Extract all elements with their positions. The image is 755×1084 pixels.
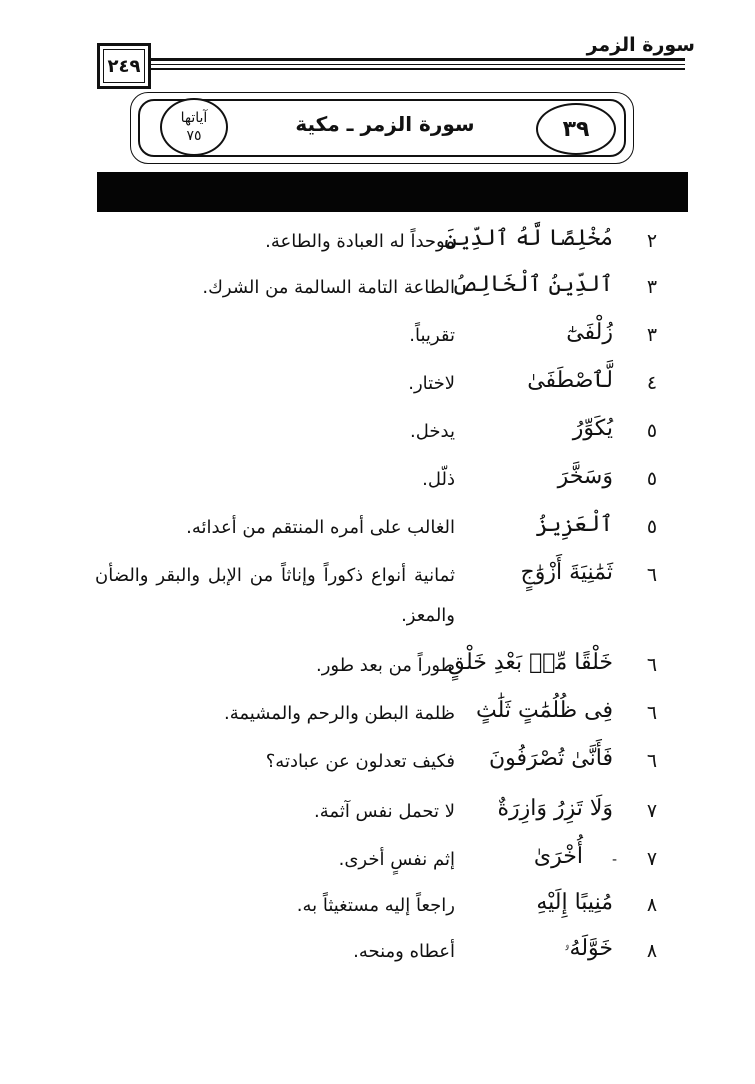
word-meaning: ذلّل. <box>422 469 455 490</box>
quran-word: مُنِيبًا إِلَيْهِ <box>536 890 613 915</box>
word-meaning: راجعاً إليه مستغيثاً به. <box>296 895 455 916</box>
verse-number: ٨ <box>646 894 658 916</box>
header-rule-thin <box>150 64 685 65</box>
word-meaning: تقريباً. <box>409 325 455 346</box>
quran-word: يُكَوِّرُ <box>572 416 613 441</box>
header-rule-thick <box>150 58 685 61</box>
list-item <box>0 742 755 772</box>
list-item <box>0 460 755 490</box>
list-item <box>0 840 755 870</box>
list-item <box>0 646 755 676</box>
verse-number: ٦ <box>646 654 658 676</box>
dash-mark: - <box>612 852 618 868</box>
list-item <box>0 508 755 538</box>
verse-number: ٦ <box>646 702 658 724</box>
surah-number-badge <box>536 103 616 155</box>
word-meaning: ثمانية أنواع ذكوراً وإناثاً من الإبل والبقر والضأن والمعز. <box>95 565 455 626</box>
word-meaning: أعطاه ومنحه. <box>353 941 455 962</box>
header-rule-bottom <box>150 68 685 70</box>
verse-number: ٢ <box>646 230 658 252</box>
quran-word: وَسَخَّرَ <box>557 464 613 489</box>
verse-number: ٣ <box>646 324 658 346</box>
verse-number: ٧ <box>646 848 658 870</box>
word-meaning: لا تحمل نفس آثمة. <box>314 801 455 822</box>
quran-word: فَأَنَّىٰ تُصْرَفُونَ <box>488 746 613 771</box>
verse-number: ٦ <box>646 564 658 586</box>
list-item <box>0 792 755 822</box>
word-meaning: إثم نفسٍ أخرى. <box>338 849 455 870</box>
list-item <box>0 222 755 252</box>
quran-word: مُخْلِصًا لَّهُ ٱلدِّينَ <box>444 226 613 251</box>
list-item <box>0 556 755 626</box>
word-meaning: فكيف تعدلون عن عبادته؟ <box>265 751 455 772</box>
list-item <box>0 364 755 394</box>
page-number: ٢٤٩ <box>103 49 145 83</box>
word-meaning: طوراً من بعد طور. <box>315 655 455 676</box>
verse-number: ٥ <box>646 468 658 490</box>
verse-number: ٤ <box>646 372 658 394</box>
page-number-box <box>97 43 151 89</box>
list-item <box>0 932 755 962</box>
running-title: سورة الزمر <box>586 34 695 56</box>
list-item <box>0 886 755 916</box>
verse-number: ٣ <box>646 276 658 298</box>
surah-number: ٣٩ <box>562 116 590 142</box>
quran-word: أُخْرَىٰ <box>533 844 583 869</box>
word-meaning: الغالب على أمره المنتقم من أعدائه. <box>186 517 455 538</box>
word-meaning: يدخل. <box>410 421 455 442</box>
verse-number: ٨ <box>646 940 658 962</box>
ayat-count: ٧٥ <box>186 128 202 144</box>
list-item <box>0 694 755 724</box>
list-item <box>0 316 755 346</box>
quran-word: ثَمَٰنِيَةَ أَزْوَٰجٍ <box>520 560 613 585</box>
list-item <box>0 268 755 298</box>
quran-word: فِى ظُلُمَٰتٍ ثَلَٰثٍ <box>476 698 613 723</box>
surah-title: سورة الزمر ـ مكية <box>295 112 475 136</box>
word-meaning: موحداً له العبادة والطاعة. <box>265 231 455 252</box>
quran-word: ٱلْعَزِيزُ <box>535 512 613 537</box>
quran-word: ٱلدِّينُ ٱلْخَالِصُ <box>451 272 613 297</box>
verse-number: ٧ <box>646 800 658 822</box>
word-meaning: لاختار. <box>408 373 455 394</box>
verse-number: ٦ <box>646 750 658 772</box>
quran-word: وَلَا تَزِرُ وَازِرَةٌ <box>497 796 613 821</box>
quran-word: خَلْقًا مِّنۢ بَعْدِ خَلْقٍ <box>447 650 613 675</box>
word-meaning: الطاعة التامة السالمة من الشرك. <box>202 277 455 298</box>
ayat-count-badge <box>160 98 228 156</box>
verse-number: ٥ <box>646 516 658 538</box>
quran-word: خَوَّلَهُۥ <box>564 936 613 961</box>
quran-word: زُلْفَىٰٓ <box>566 320 613 345</box>
black-separator-bar <box>97 172 688 212</box>
ayat-label: آياتها <box>180 110 208 126</box>
quran-word: لَّٱصْطَفَىٰ <box>527 368 613 393</box>
word-meaning: ظلمة البطن والرحم والمشيمة. <box>224 703 455 724</box>
list-item <box>0 412 755 442</box>
verse-number: ٥ <box>646 420 658 442</box>
